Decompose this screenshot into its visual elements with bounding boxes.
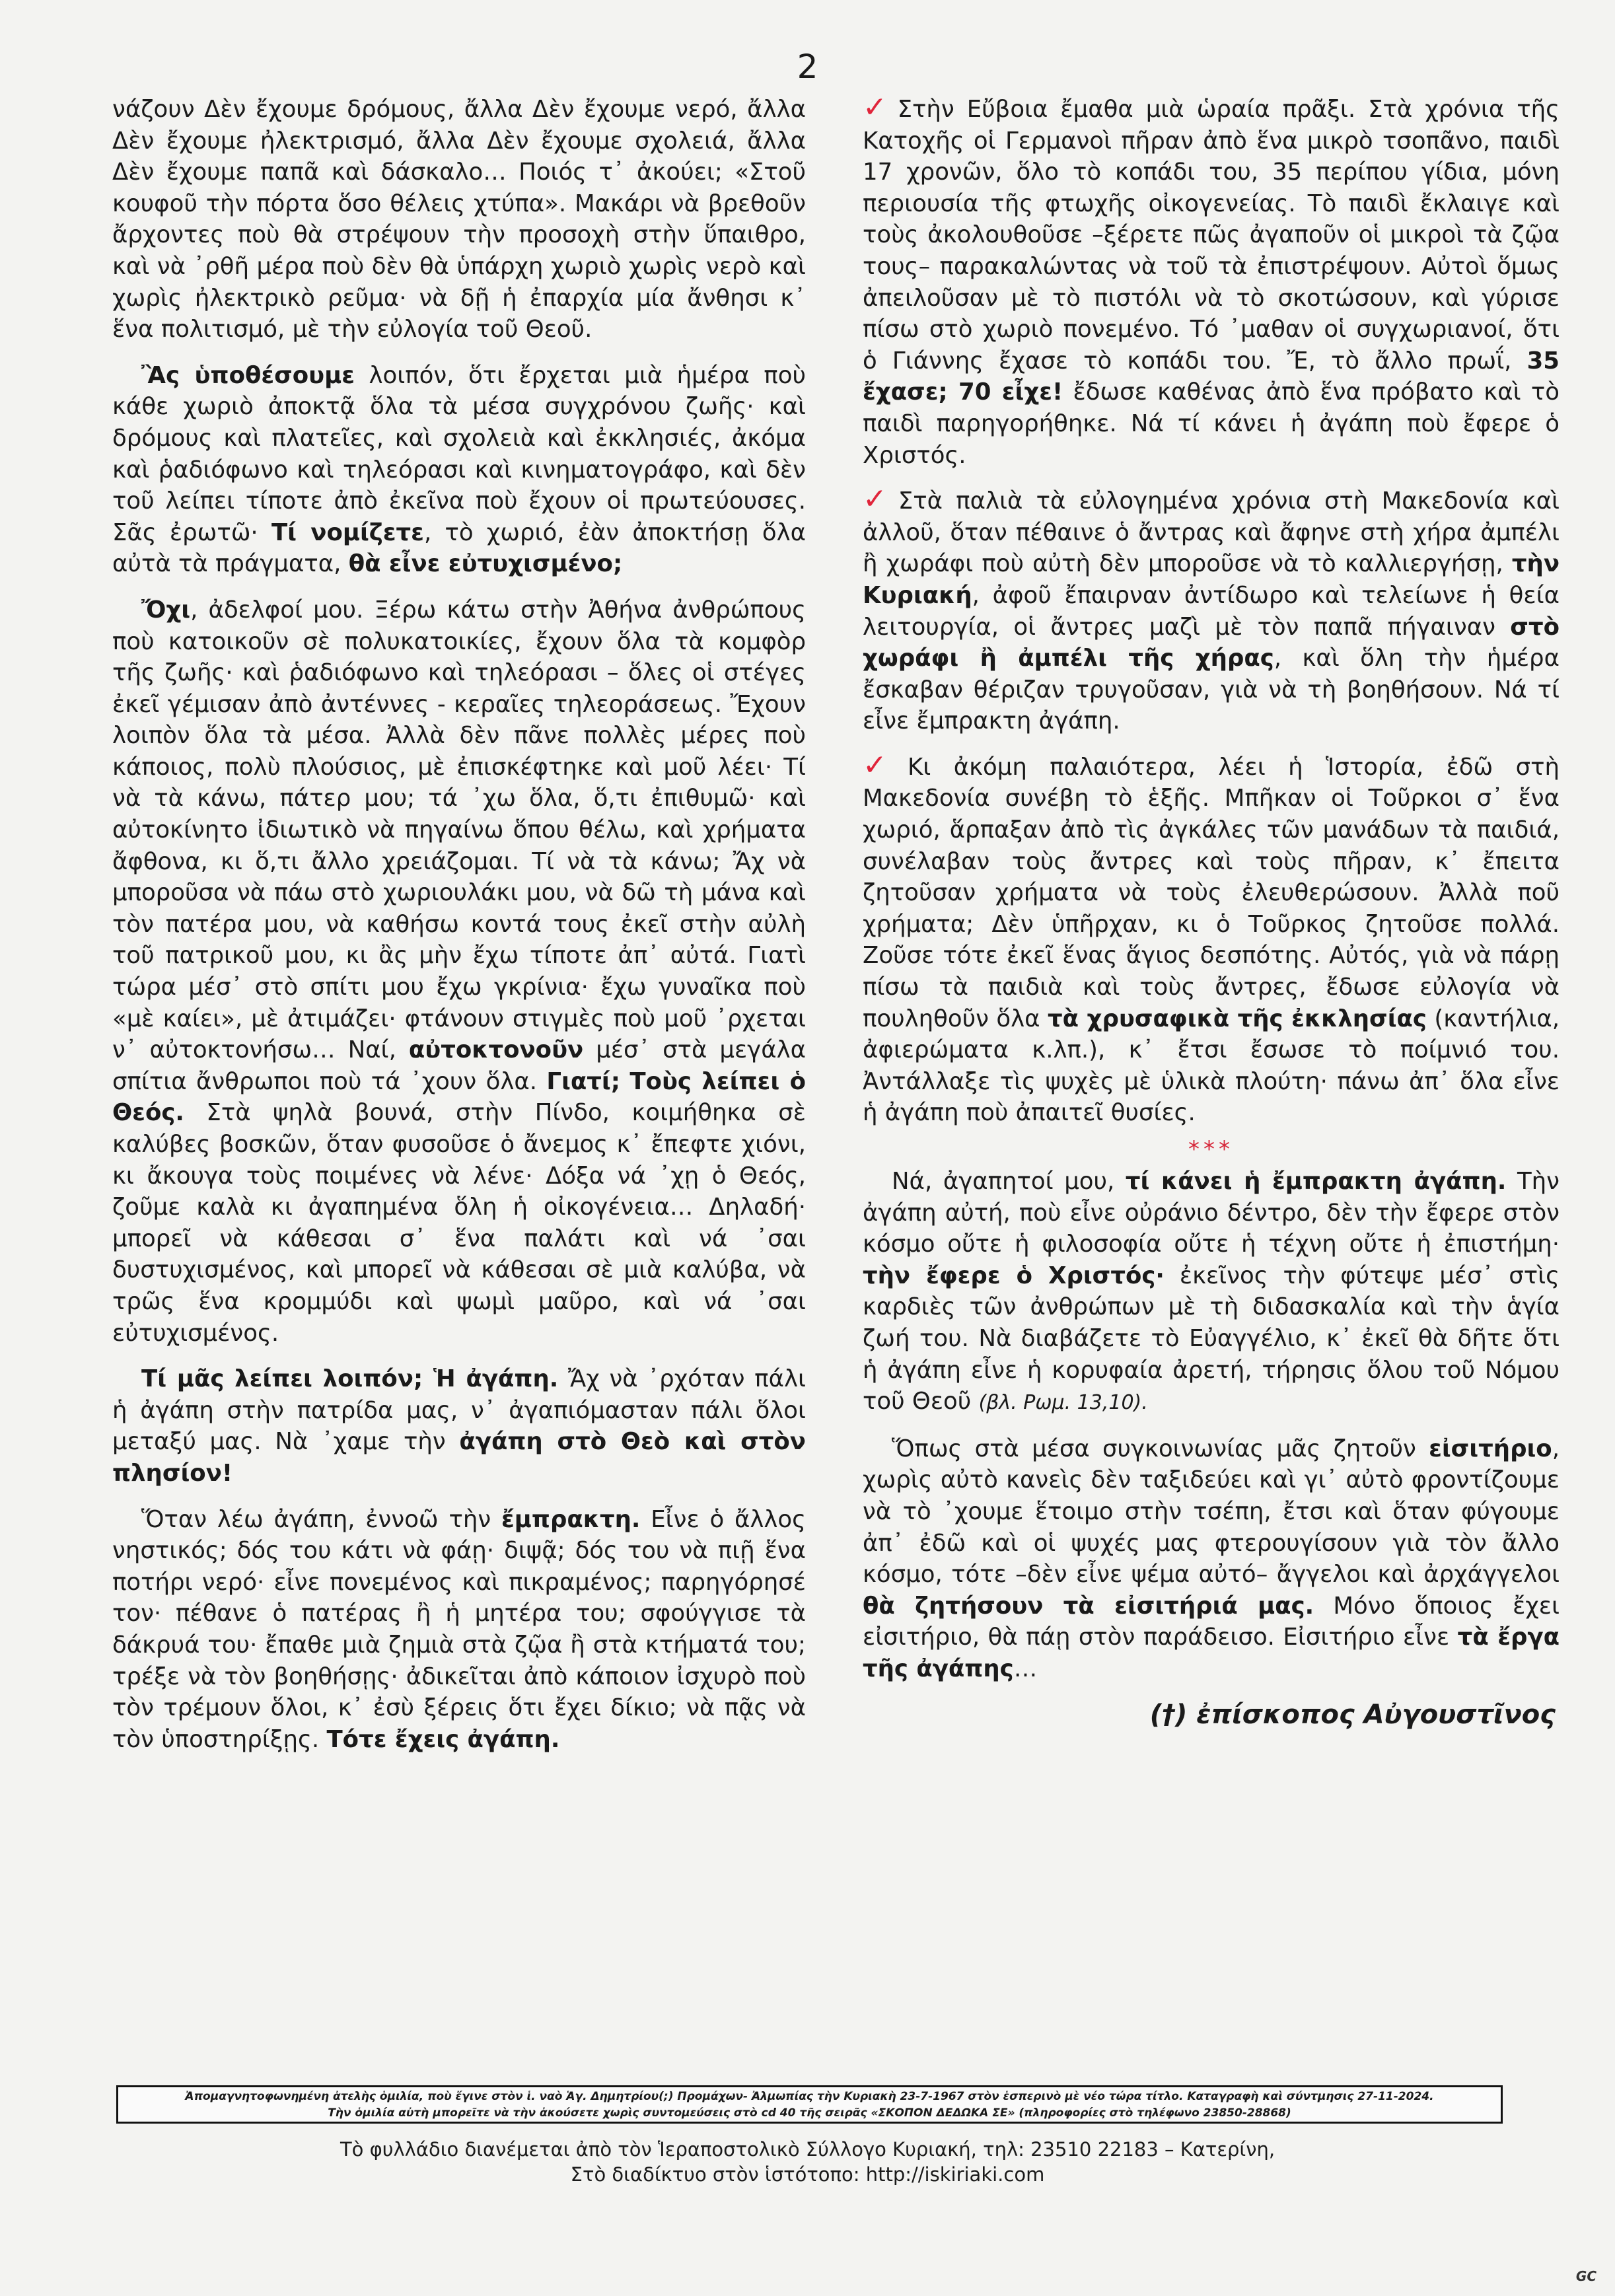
footer-line: Τὸ φυλλάδιο διανέμεται ἀπὸ τὸν Ἱεραποστολικὸ Σύλλογο Κυριακή, τηλ: 23510 22183 – Κατερίνη, [340, 2138, 1275, 2161]
info-line: Τὴν ὁμιλία αὐτὴ μπορεῖτε νὰ τὴν ἀκούσετε χωρὶς συντομεύσεις στὸ cd 40 τῆς σειρᾶς «ΣΚΟΠΟΝ ΔΕΔΩΚΑ ΣΕ» (πληροφορίες στὸ τηλέφωνο 23850-28868) [328, 2106, 1291, 2120]
paragraph: Ὅταν λέω ἀγάπη, ἐννοῶ τὴν ἔμπρακτη. Εἶνε ὁ ἄλλος νηστικός; δός του κάτι νὰ φάῃ· διψᾷ; δός του νὰ πιῇ ἕνα ποτήρι νερό· εἶνε πονεμένος καὶ πικραμένος; παρηγόρησέ τον· πέθανε ὁ πατέρας ἢ ἡ μητέρα του; σφούγγισε τὰ δάκρυά του· ἔπαθε μιὰ ζημιὰ στὰ ζῷα ἢ στὰ κτήματά του; τρέξε νὰ τὸν βοηθήσῃς· ἀδικεῖται ἀπὸ κάποιον ἰσχυρὸ ποὺ τὸν τρέμουν ὅλοι, κ᾽ ἐσὺ ξέρεις ὅτι ἔχει δίκιο; νὰ πᾷς νὰ τὸν ὑποστηρίξῃς. Τότε ἔχεις ἀγάπη. [112, 1505, 806, 1753]
info-box [116, 2085, 1503, 2124]
bold-text: Ἂς ὑποθέσουμε [141, 361, 355, 389]
section-separator: *** [1188, 1136, 1234, 1163]
paragraph: Ὄχι, ἀδελφοί μου. Ξέρω κάτω στὴν Ἀθήνα ἀνθρώπους ποὺ κατοικοῦν σὲ πολυκατοικίες, ἔχουν ὅλα τὰ κομφὸρ τῆς ζωῆς· καὶ ῥαδιόφωνο καὶ τηλεόρασι – ὅλες οἱ στέγες ἐκεῖ γέμισαν ἀπὸ ἀντέννες - κεραῖες τηλεοράσεως. Ἔχουν λοιπὸν ὅλα τὰ μέσα. Ἀλλὰ δὲν πᾶνε πολλὲς μέρες ποὺ κάποιος, πολὺ πλούσιος, μὲ ἐπισκέφτηκε καὶ μοῦ λέει· Τί νὰ τὰ κάνω, πάτερ μου; τά ᾽χω ὅλα, ὅ,τι ἐπιθυμῶ· καὶ αὐτοκίνητο ἰδιωτικὸ νὰ πηγαίνω ὅπου θέλω, καὶ χρήματα ἄφθονα, κι ὅ,τι ἄλλο χρειάζομαι. Τί νὰ τὰ κάνω; Ἄχ νὰ μποροῦσα νὰ πάω στὸ χωριουλάκι μου, νὰ δῶ τὴ μάνα καὶ τὸν πατέρα μου, νὰ καθήσω κοντά τους ἐκεῖ στὴν αὐλὴ τοῦ πατρικοῦ μου, κι ἂς μὴν ἔχω τίποτε ἀπ᾽ αὐτά. Γιατὶ τώρα μέσ᾽ στὸ σπίτι μου ἔχω γκρίνια· ἔχω γυναῖκα ποὺ «μὲ καίει», μὲ ἀτιμάζει· φτάνουν στιγμὲς ποὺ μοῦ ᾽ρχεται ν᾽ αὐτοκτονήσω… Ναί, αὐτοκτονοῦν μέσ᾽ στὰ μεγάλα σπίτια ἄνθρωποι ποὺ τά ᾽χουν ὅλα. Γιατί; Τοὺς λείπει ὁ Θεός. Στὰ ψηλὰ βουνά, στὴν Πίνδο, κοιμήθηκα σὲ καλύβες βοσκῶν, ὅταν φυσοῦσε ὁ ἄνεμος κ᾽ ἔπεφτε χιόνι, κι ἄκουγα τοὺς ποιμένες νὰ λένε· Δόξα νά ᾽χῃ ὁ Θεός, ζοῦμε καλὰ κι ἀγαπημένα ὅλη ἡ οἰκογένεια… Δηλαδή· μπορεῖ νὰ κάθεσαι σ᾽ ἕνα παλάτι καὶ νά ᾽σαι δυστυχισμένος, καὶ μπορεῖ νὰ κάθεσαι σὲ μιὰ καλύβα, νὰ τρῶς ἕνα κρομμύδι καὶ ψωμὶ μαῦρο, καὶ νά ᾽σαι εὐτυχισμένος. [112, 596, 807, 1347]
paragraph: ✓ Στὰ παλιὰ τὰ εὐλογημένα χρόνια στὴ Μακεδονία καὶ ἀλλοῦ, ὅταν πέθαινε ὁ ἄντρας καὶ ἄφηνε στὴ χήρα ἀμπέλι ἢ χωράφι ποὺ αὐτὴ δὲν μποροῦσε νὰ τὸ καλλιεργήσῃ, τὴν Κυριακή, ἀφοῦ ἔπαιρναν ἀντίδωρο καὶ τελείωνε ἡ θεία λειτουργία, οἱ ἄντρες μαζὶ μὲ τὸν παπᾶ πήγαιναν στὸ χωράφι ἢ ἀμπέλι τῆς χήρας, καὶ ὅλη τὴν ἡμέρα ἔσκαβαν θέριζαν τρυγοῦσαν, γιὰ νὰ τὴ βοηθήσουν. Νά τί εἶνε ἔμπρακτη ἀγάπη. [863, 482, 1560, 735]
bold-text: εἰσιτήριο [1429, 1435, 1552, 1462]
paragraph: νάζουν Δὲν ἔχουμε δρόμους, ἄλλα Δὲν ἔχουμε νερό, ἄλλα Δὲν ἔχουμε ἠλεκτρισμό, ἄλλα Δὲν ἔχουμε σχολειά, ἄλλα Δὲν ἔχουμε παπᾶ καὶ δάσκαλο… Ποιός τ᾽ ἀκούει; «Στοῦ κουφοῦ τὴν πόρτα ὅσο θέλεις χτύπα». Μακάρι νὰ βρεθοῦν ἄρχοντες ποὺ θὰ στρέψουν τὴν προσοχὴ στὴν ὕπαιθρο, καὶ νὰ ᾽ρθῆ μέρα ποὺ δὲν θὰ ὑπάρχη χωριὸ χωρὶς νερὸ καὶ χωρὶς ἠλεκτρικὸ ρεῦμα· νὰ δῇ ἡ ἐπαρχία μία ἄνθησι κ᾽ ἕνα πολιτισμό, μὲ τὴν εὐλογία τοῦ Θεοῦ. [112, 96, 806, 343]
page-number: 2 [797, 48, 818, 86]
bold-text: αὐτοκτονοῦν [408, 1036, 584, 1064]
footer [0, 2137, 1615, 2187]
footer-line: Στὸ διαδίκτυο στὸν ἱστότοπο: http://iskiriaki.com [570, 2163, 1045, 2186]
bold-text: Τότε ἔχεις ἀγάπη. [326, 1725, 560, 1753]
bold-text: 35 ἔχασε; 70 εἶχε! [863, 347, 1560, 406]
checkmark-icon: ✓ [863, 90, 892, 124]
info-line: Ἀπομαγνητοφωνημένη ἀτελὴς ὁμιλία, ποὺ ἔγινε στὸν ἱ. ναὸ Ἁγ. Δημητρίου(;) Προμάχων- Ἀλμωπίας τὴν Κυριακὴ 23-7-1967 στὸν ἑσπερινὸ μὲ νέο τώρα τίτλο. Καταγραφὴ καὶ σύντμησις 27-11-2024. [185, 2090, 1434, 2103]
bold-text: τὴν Κυριακή [863, 550, 1560, 609]
bold-text: ἔμπρακτη. [501, 1505, 641, 1533]
bold-text: τὰ χρυσαφικὰ τῆς ἐκκλησίας [1047, 1005, 1427, 1032]
paragraph: Ἂς ὑποθέσουμε λοιπόν, ὅτι ἔρχεται μιὰ ἡμέρα ποὺ κάθε χωριὸ ἀποκτᾷ ὅλα τὰ μέσα συγχρόνου ζωῆς· καὶ δρόμους καὶ πλατεῖες, καὶ σχολειὰ καὶ ἐκκλησιές, ἀκόμα καὶ ῥαδιόφωνο καὶ τηλεόρασι καὶ κινηματογράφο, καὶ δὲν τοῦ λείπει τίποτε ἀπὸ ἐκεῖνα ποὺ ἔχουν οἱ πρωτεύουσες. Σᾶς ἐρωτῶ· Τί νομίζετε, τὸ χωριό, ἐὰν ἀποκτήσῃ ὅλα αὐτὰ τὰ πράγματα, θὰ εἶνε εὐτυχισμένο; [112, 361, 807, 578]
paragraph: ✓ Κι ἀκόμη παλαιότερα, λέει ἡ Ἱστορία, ἐδῶ στὴ Μακεδονία συνέβη τὸ ἑξῆς. Μπῆκαν οἱ Τοῦρκοι σ᾽ ἕνα χωριό, ἅρπαξαν ἀπὸ τὶς ἀγκάλες τῶν μανάδων τὰ παιδιά, συνέλαβαν τοὺς ἄντρες καὶ τοὺς πῆραν, κ᾽ ἔπειτα ζητοῦσαν χρήματα νὰ τοὺς ἐλευθερώσουν. Ἀλλὰ ποῦ χρήματα; Δὲν ὑπῆρχαν, κι ὁ Τοῦρκος ζητοῦσε πολλά. Ζοῦσε τότε ἐκεῖ ἕνας ἅγιος δεσπότης. Αὐτός, γιὰ νὰ πάρῃ πίσω τὰ παιδιὰ καὶ τοὺς ἄντρες, ἔδωσε εὐλογία νὰ πουληθοῦν ὅλα τὰ χρυσαφικὰ τῆς ἐκκλησίας (καντήλια, ἀφιερώματα κ.λπ.), κ᾽ ἔτσι ἔσωσε τὸ ποίμνιό του. Ἀντάλλαξε τὶς ψυχὲς μὲ ὑλικὰ πλούτη· πάνω ἀπ᾽ ὅλα εἶνε ἡ ἀγάπη ποὺ ἀπαιτεῖ θυσίες. [863, 748, 1560, 1127]
left-column [112, 94, 806, 1770]
paragraph: Τί μᾶς λείπει λοιπόν; Ἡ ἀγάπη. Ἄχ νὰ ᾽ρχόταν πάλι ἡ ἀγάπη στὴν πατρίδα μας, ν᾽ ἀγαπιόμασταν πάλι ὅλοι μεταξύ μας. Νὰ ᾽χαμε τὴν ἀγάπη στὸ Θεὸ καὶ στὸν πλησίον! [112, 1365, 806, 1487]
bold-text: Τί νομίζετε [271, 519, 424, 546]
bold-text: ἀγάπη στὸ Θεὸ καὶ στὸν πλησίον! [112, 1428, 806, 1487]
bold-text: θὰ ζητήσουν τὰ εἰσιτήριά μας. [863, 1592, 1314, 1620]
bold-text: τί κάνει ἡ ἔμπρακτη ἀγάπη. [1125, 1168, 1507, 1195]
bold-text: θὰ εἶνε εὐτυχισμένο; [348, 550, 623, 578]
paragraph: Νά, ἀγαπητοί μου, τί κάνει ἡ ἔμπρακτη ἀγάπη. Τὴν ἀγάπη αὐτή, ποὺ εἶνε οὐράνιο δέντρο, δὲν τὴν ἔφερε στὸν κόσμο οὔτε ἡ φιλοσοφία οὔτε ἡ τέχνη οὔτε ἡ ἐπιστήμη· τὴν ἔφερε ὁ Χριστός· ἐκεῖνος τὴν φύτεψε μέσ᾽ στὶς καρδιὲς τῶν ἀνθρώπων μὲ τὴ διδασκαλία καὶ τὴν ἁγία ζωή του. Νὰ διαβάζετε τὸ Εὐαγγέλιο, κ᾽ ἐκεῖ θὰ δῆτε ὅτι ἡ ἀγάπη εἶνε ἡ κορυφαία ἀρετή, τήρησις ὅλου τοῦ Νόμου τοῦ Θεοῦ (βλ. Ρωμ. 13,10). [863, 1168, 1560, 1416]
bold-text: στὸ χωράφι ἢ ἀμπέλι τῆς χήρας [863, 613, 1560, 672]
bold-text: Ὄχι [141, 596, 191, 624]
bold-text: Γιατί; [546, 1067, 620, 1095]
checkmark-icon: ✓ [863, 482, 893, 517]
bold-text: Τοὺς λείπει ὁ Θεός. [112, 1067, 806, 1127]
bold-text: Τί μᾶς λείπει λοιπόν; Ἡ ἀγάπη. [141, 1365, 559, 1393]
bold-text: τὰ ἔργα τῆς ἀγάπης [863, 1624, 1560, 1682]
checkmark-icon: ✓ [863, 748, 902, 782]
corner-mark: GC [1575, 2268, 1597, 2284]
scripture-reference: (βλ. Ρωμ. 13,10). [978, 1391, 1148, 1415]
signature: (†) ἐπίσκοπος Αὐγουστῖνος [1149, 1699, 1556, 1730]
right-column [863, 90, 1560, 1731]
bold-text: τὴν ἔφερε ὁ Χριστός· [863, 1262, 1165, 1289]
paragraph: ✓ Στὴν Εὔβοια ἔμαθα μιὰ ὡραία πρᾶξι. Στὰ χρόνια τῆς Κατοχῆς οἱ Γερμανοὶ πῆραν ἀπὸ ἕνα μικρὸ τσοπᾶνο, παιδὶ 17 χρονῶν, ὅλο τὸ κοπάδι του, 35 περίπου γίδια, μόνη περιουσία τῆς φτωχῆς οἰκογενείας. Τὸ παιδὶ ἔκλαιγε καὶ τοὺς ἀκολουθοῦσε –ξέρετε πῶς ἀγαποῦν οἱ μικροὶ τὰ ζῷα τους– παρακαλώντας νὰ τοῦ τὰ ἐπιστρέψουν. Αὐτοὶ ὅμως ἀπειλοῦσαν μὲ τὸ πιστόλι νὰ τὸ σκοτώσουν, καὶ γύρισε πίσω στὸ χωριὸ πονεμένο. Τό ᾽μαθαν οἱ συγχωριανοί, ὅτι ὁ Γιάννης ἔχασε τὸ κοπάδι του. Ἔ, τὸ ἄλλο πρωΐ, 35 ἔχασε; 70 εἶχε! ἔδωσε καθένας ἀπὸ ἕνα πρόβατο καὶ τὸ παιδὶ παρηγορήθηκε. Νά τί κάνει ἡ ἀγάπη ποὺ ἔφερε ὁ Χριστός. [863, 90, 1560, 469]
paragraph: Ὅπως στὰ μέσα συγκοινωνίας μᾶς ζητοῦν εἰσιτήριο, χωρὶς αὐτὸ κανεὶς δὲν ταξιδεύει καὶ γι᾽ αὐτὸ φροντίζουμε νὰ τὸ ᾽χουμε ἕτοιμο στὴν τσέπη, ἔτσι καὶ ὅταν φύγουμε ἀπ᾽ ἐδῶ καὶ οἱ ψυχές μας φτερουγίσουν γιὰ τὸν ἄλλο κόσμο, τότε –δὲν εἶνε ψέμα αὐτό– ἄγγελοι καὶ ἀρχάγγελοι θὰ ζητήσουν τὰ εἰσιτήριά μας. Μόνο ὅποιος ἔχει εἰσιτήριο, θὰ πάῃ στὸν παράδεισο. Εἰσιτήριο εἶνε τὰ ἔργα τῆς ἀγάπης… [863, 1435, 1560, 1682]
